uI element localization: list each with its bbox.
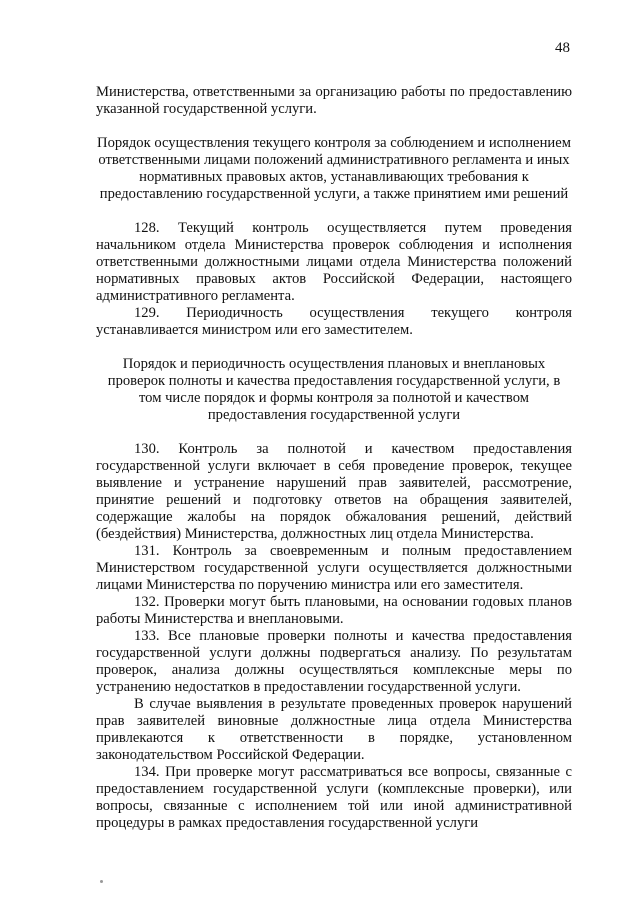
paragraph-134: 134. При проверке могут рассматриваться все вопросы, связанные с предоставлением государственной услуги (комплексные проверки), или вопросы, связанные с исполнением той или иной административной процедуры в рамках предоставления государственной услуги	[96, 764, 572, 831]
paragraph-129: 129. Периодичность осуществления текущего контроля устанавливается министром или его заместителем.	[96, 305, 572, 338]
paragraph-128: 128. Текущий контроль осуществляется путем проведения начальником отдела Министерства проверок соблюдения и исполнения ответственными должностными лицами отдела Министерства положений нормативных правовых актов Российской Федерации, настоящего административного регламента.	[96, 220, 572, 304]
paragraph-132: 132. Проверки могут быть плановыми, на основании годовых планов работы Министерства и внеплановыми.	[96, 594, 572, 627]
paragraph-133-continued: В случае выявления в результате проведенных проверок нарушений прав заявителей виновные должностные лица отдела Министерства привлекаются к ответственности в порядке, установленном законодательством Российской Федерации.	[96, 696, 572, 763]
paragraph-133: 133. Все плановые проверки полноты и качества предоставления государственной услуги должны подвергаться анализу. По результатам проверок, анализа должны осуществляться комплексные меры по устранению недостатков в предоставлении государственной услуги.	[96, 628, 572, 695]
section-heading-inspections: Порядок и периодичность осуществления плановых и внеплановых проверок полноты и качества предоставления государственной услуги, в том числе порядок и формы контроля за полнотой и качеством предоставления государственной услуги	[107, 356, 561, 423]
paragraph-130: 130. Контроль за полнотой и качеством предоставления государственной услуги включает в себя проведение проверок, текущее выявление и устранение нарушений прав заявителей, рассмотрение, принятие решений и подготовку ответов на обращения заявителей, содержащие жалобы на порядок обжалования решений, действий (бездействия) Министерства, должностных лиц отдела Министерства.	[96, 441, 572, 542]
section-heading-current-control: Порядок осуществления текущего контроля за соблюдением и исполнением ответственными лицами положений административного регламента и иных нормативных правовых актов, устанавливающих требования к предоставлению государственной услуги, а также принятием ими решений	[97, 135, 571, 202]
paragraph-131: 131. Контроль за своевременным и полным предоставлением Министерством государственной услуги осуществляется должностными лицами Министерства по поручению министра или его заместителя.	[96, 543, 572, 593]
paragraph-continuation: Министерства, ответственными за организацию работы по предоставлению указанной государственной услуги.	[96, 84, 572, 117]
page-number: 48	[555, 40, 570, 56]
scan-speck	[100, 880, 103, 883]
document-body	[96, 84, 572, 832]
